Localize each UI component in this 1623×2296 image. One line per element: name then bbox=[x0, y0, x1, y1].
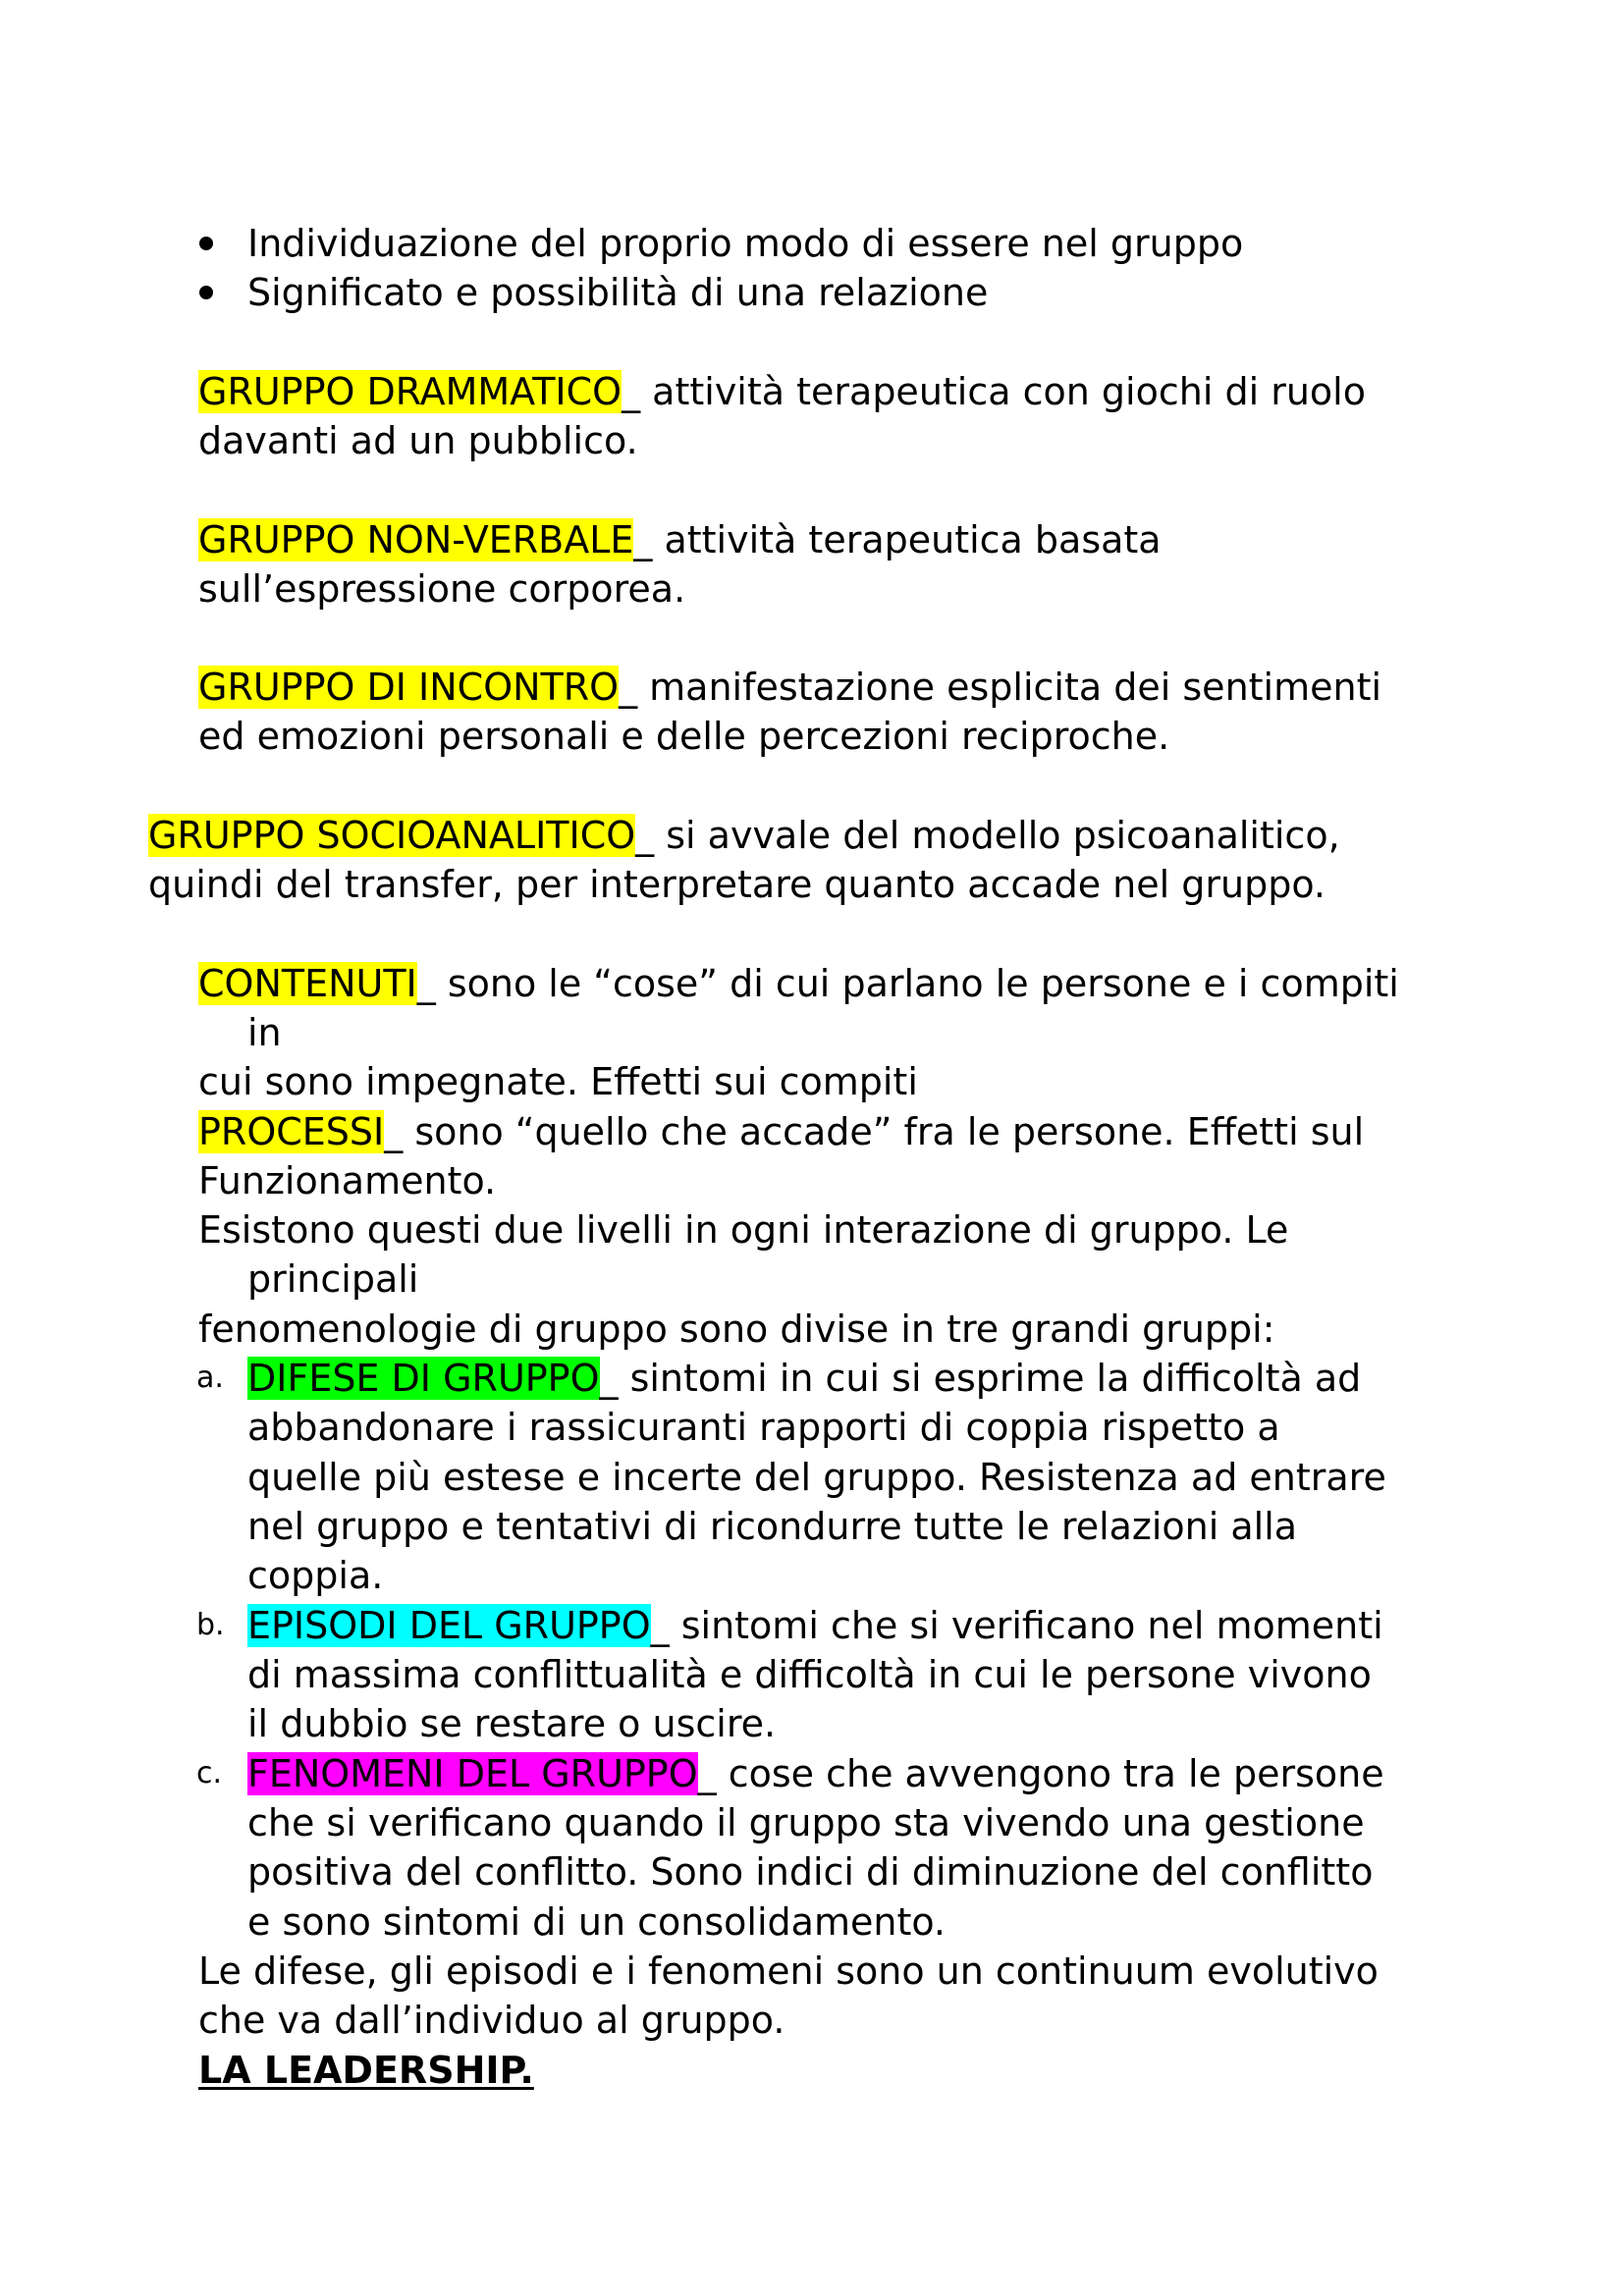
list-marker: c. bbox=[196, 1756, 223, 1790]
highlighted-term: CONTENUTI bbox=[198, 962, 417, 1005]
paragraph-continuation: davanti ad un pubblico. bbox=[198, 419, 638, 462]
definition-text: _ attività terapeutica con giochi di ruolo bbox=[622, 370, 1366, 413]
list-item-line: che si verificano quando il gruppo sta vivendo una gestione bbox=[247, 1801, 1365, 1844]
definition-text: _ si avvale del modello psicoanalitico, bbox=[635, 814, 1340, 857]
list-item-line: quelle più estese e incerte del gruppo. Resistenza ad entrare bbox=[247, 1456, 1386, 1499]
highlighted-term: GRUPPO NON-VERBALE bbox=[198, 518, 634, 561]
closing-paragraph: Le difese, gli episodi e i fenomeni sono un continuum evolutivo bbox=[198, 1949, 1379, 1993]
bullet-dot bbox=[199, 237, 213, 250]
paragraph-continuation: fenomenologie di gruppo sono divise in tre grandi gruppi: bbox=[198, 1308, 1275, 1351]
highlighted-term: DIFESE DI GRUPPO bbox=[247, 1357, 600, 1400]
highlighted-term: GRUPPO SOCIOANALITICO bbox=[148, 814, 636, 857]
paragraph-continuation: cui sono impegnate. Effetti sui compiti bbox=[198, 1060, 918, 1103]
list-marker: a. bbox=[196, 1361, 224, 1395]
paragraph-continuation: ed emozioni personali e delle percezioni reciproche. bbox=[198, 715, 1170, 758]
definition-text: _ sintomi in cui si esprime la difficoltà ad bbox=[599, 1357, 1362, 1400]
paragraph-continuation: Funzionamento. bbox=[198, 1159, 497, 1202]
list-item-line: nel gruppo e tentativi di ricondurre tutte le relazioni alla bbox=[247, 1505, 1298, 1548]
paragraph-gruppo-socioanalitico bbox=[148, 811, 1340, 860]
closing-paragraph: che va dall’individuo al gruppo. bbox=[198, 1999, 785, 2042]
definition-text: _ sono le “cose” di cui parlano le persone e i compiti bbox=[416, 962, 1399, 1005]
highlighted-term: EPISODI DEL GRUPPO bbox=[247, 1604, 651, 1647]
paragraph-processi bbox=[198, 1107, 1364, 1156]
list-item-line: il dubbio se restare o uscire. bbox=[247, 1702, 777, 1745]
highlighted-term: PROCESSI bbox=[198, 1110, 385, 1153]
definition-text: _ manifestazione esplicita dei sentimenti bbox=[619, 666, 1382, 709]
paragraph-livelli: Esistono questi due livelli in ogni interazione di gruppo. Le bbox=[198, 1208, 1289, 1252]
paragraph-contenuti bbox=[198, 959, 1399, 1008]
list-marker: b. bbox=[196, 1608, 225, 1642]
paragraph-gruppo-drammatico bbox=[198, 367, 1366, 416]
list-item-line: coppia. bbox=[247, 1554, 384, 1597]
definition-text: _ attività terapeutica basata bbox=[633, 518, 1162, 561]
paragraph-gruppo-non-verbale bbox=[198, 515, 1162, 564]
highlighted-term: FENOMENI DEL GRUPPO bbox=[247, 1752, 698, 1795]
highlighted-term: GRUPPO DI INCONTRO bbox=[198, 666, 620, 709]
list-item-line: di massima conflittualità e difficoltà in cui le persone vivono bbox=[247, 1653, 1372, 1696]
list-item-fenomeni bbox=[247, 1749, 1384, 1798]
bullet-item: Individuazione del proprio modo di essere nel gruppo bbox=[247, 222, 1244, 265]
list-item-episodi bbox=[247, 1601, 1383, 1650]
section-heading: LA LEADERSHIP. bbox=[198, 2049, 534, 2092]
list-item-line: positiva del conflitto. Sono indici di diminuzione del conflitto bbox=[247, 1850, 1374, 1894]
list-item-line: abbandonare i rassicuranti rapporti di coppia rispetto a bbox=[247, 1406, 1280, 1449]
paragraph-gruppo-di-incontro bbox=[198, 663, 1381, 712]
highlighted-term: GRUPPO DRAMMATICO bbox=[198, 370, 622, 413]
bullet-dot bbox=[199, 286, 213, 299]
definition-text: _ sono “quello che accade” fra le persone. Effetti sul bbox=[384, 1110, 1365, 1153]
list-item-difese bbox=[247, 1354, 1361, 1403]
paragraph-continuation: sull’espressione corporea. bbox=[198, 567, 686, 611]
paragraph-wrap: in bbox=[247, 1011, 282, 1054]
paragraph-wrap: principali bbox=[247, 1257, 419, 1301]
definition-text: _ cose che avvengono tra le persone bbox=[697, 1752, 1384, 1795]
definition-text: _ sintomi che si verificano nel momenti bbox=[650, 1604, 1383, 1647]
list-item-line: e sono sintomi di un consolidamento. bbox=[247, 1900, 946, 1944]
paragraph-continuation: quindi del transfer, per interpretare quanto accade nel gruppo. bbox=[148, 863, 1326, 906]
bullet-item: Significato e possibilità di una relazione bbox=[247, 271, 989, 314]
